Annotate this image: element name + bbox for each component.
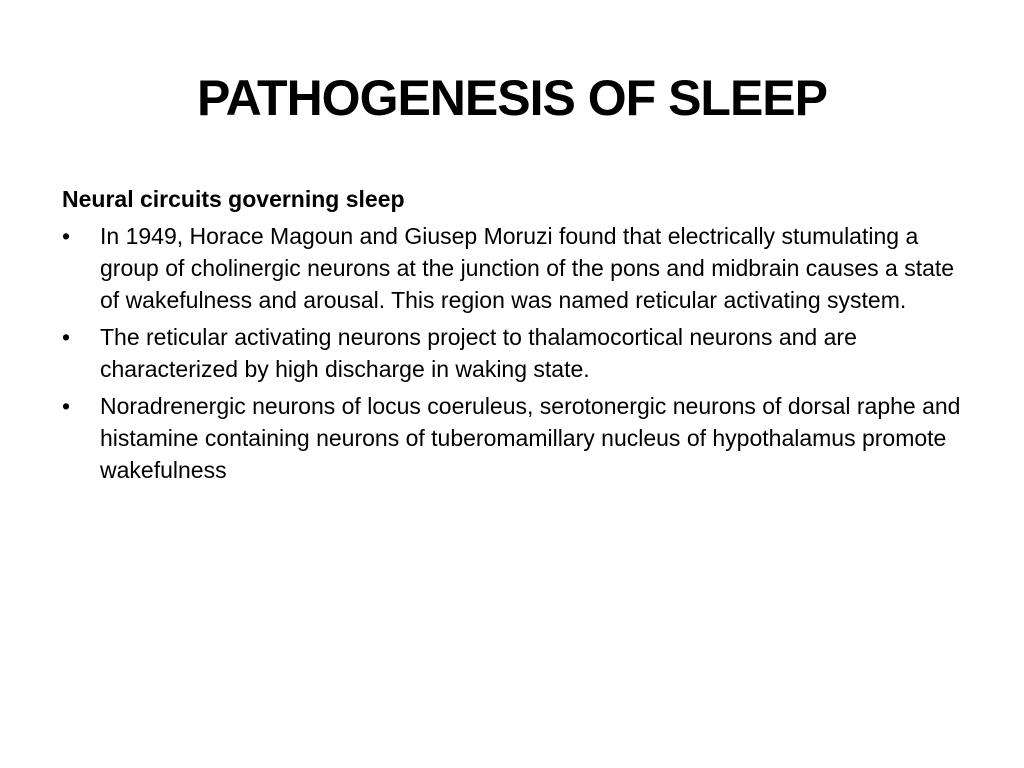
bullet-text: The reticular activating neurons project to thalamocortical neurons and are characterized by high discharge in waking state. [100,324,857,382]
bullet-point-icon: • [62,223,71,249]
bullet-point-icon: • [62,324,71,350]
bullet-point-icon: • [62,393,71,419]
bullet-list [62,220,962,486]
slide-title: PATHOGENESIS OF SLEEP [196,70,828,126]
bullet-item [62,390,962,486]
bullet-item [62,321,962,385]
bullet-text: In 1949, Horace Magoun and Giusep Moruzi found that electrically stumulating a group of cholinergic neurons at the junction of the pons and midbrain causes a state of wakefulness and arousal. This region was named reticular activating system. [100,223,955,313]
bullet-item [62,220,962,316]
section-subheading: Neural circuits governing sleep [62,186,405,212]
bullet-text: Noradrenergic neurons of locus coeruleus, serotonergic neurons of dorsal raphe and histamine containing neurons of tuberomamillary nucleus of hypothalamus promote wakefulness [100,393,961,483]
slide-body [62,183,962,491]
